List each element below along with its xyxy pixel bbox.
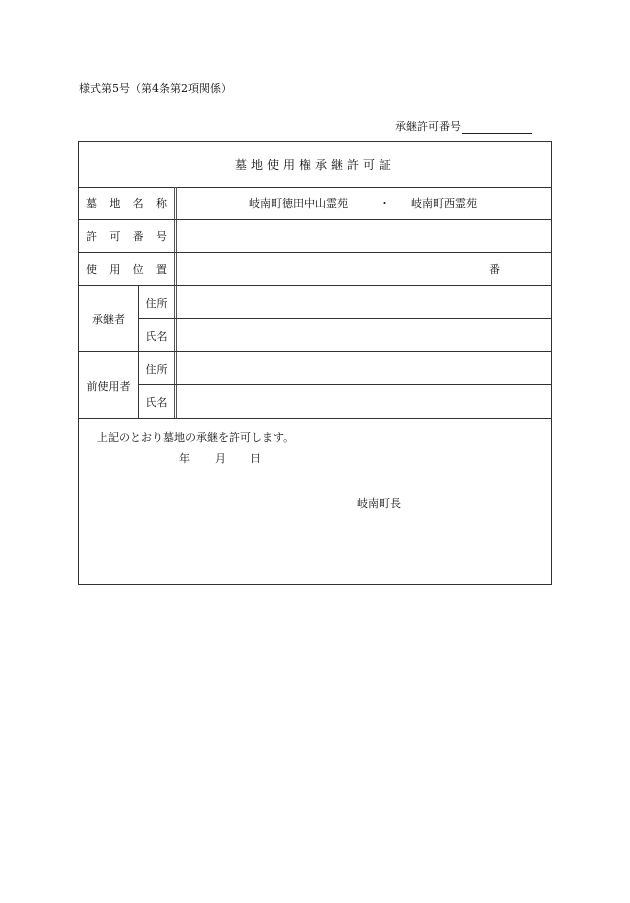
cemetery-name-value[interactable] [177, 187, 551, 219]
certificate-form [78, 141, 552, 585]
successor-name-row [79, 319, 551, 352]
successor-address-label: 住所 [145, 296, 168, 310]
previous-address-label: 住所 [145, 362, 168, 376]
permit-number-row [79, 220, 551, 253]
successor-name-value[interactable] [177, 319, 551, 351]
permission-statement: 上記のとおり墓地の承継を許可します。 [97, 431, 295, 444]
location-label: 使 用 位 置 [86, 263, 167, 276]
issuer-name: 岐南町長 [357, 497, 401, 510]
successor-address-row [139, 286, 551, 319]
successor-name-label: 氏名 [145, 329, 168, 343]
date-day-label: 日 [250, 452, 261, 465]
previous-user-label: 前使用者 [79, 352, 139, 419]
cemetery-option-separator: ・ [379, 197, 390, 210]
previous-address-row [139, 352, 551, 385]
permit-number-label: 承継許可番号 [395, 120, 461, 133]
permit-number-value[interactable] [177, 220, 551, 252]
previous-address-value[interactable] [177, 352, 551, 384]
cemetery-option-tokuda[interactable]: 岐南町徳田中山霊苑 [249, 197, 348, 210]
successor-label: 承継者 [79, 286, 139, 352]
permit-number-row-label: 許 可 番 号 [86, 230, 167, 243]
successor-address-value[interactable] [177, 286, 551, 318]
date-year-label: 年 [179, 452, 190, 465]
date-month-label: 月 [215, 452, 226, 465]
cemetery-name-row [79, 187, 551, 220]
previous-name-label: 氏名 [145, 395, 168, 409]
permit-number-field [395, 118, 532, 134]
location-suffix: 番 [489, 263, 500, 276]
location-value[interactable] [177, 253, 551, 285]
cemetery-option-nishi[interactable]: 岐南町西霊苑 [411, 197, 477, 210]
location-row [79, 253, 551, 286]
previous-name-row [79, 385, 551, 419]
certificate-title: 墓地使用権承継許可証 [79, 142, 551, 188]
previous-name-value[interactable] [177, 385, 551, 418]
permit-number-blank[interactable] [462, 120, 532, 134]
cemetery-name-label: 墓 地 名 称 [86, 197, 167, 210]
form-number-header: 様式第5号（第4条第2項関係） [79, 82, 232, 95]
